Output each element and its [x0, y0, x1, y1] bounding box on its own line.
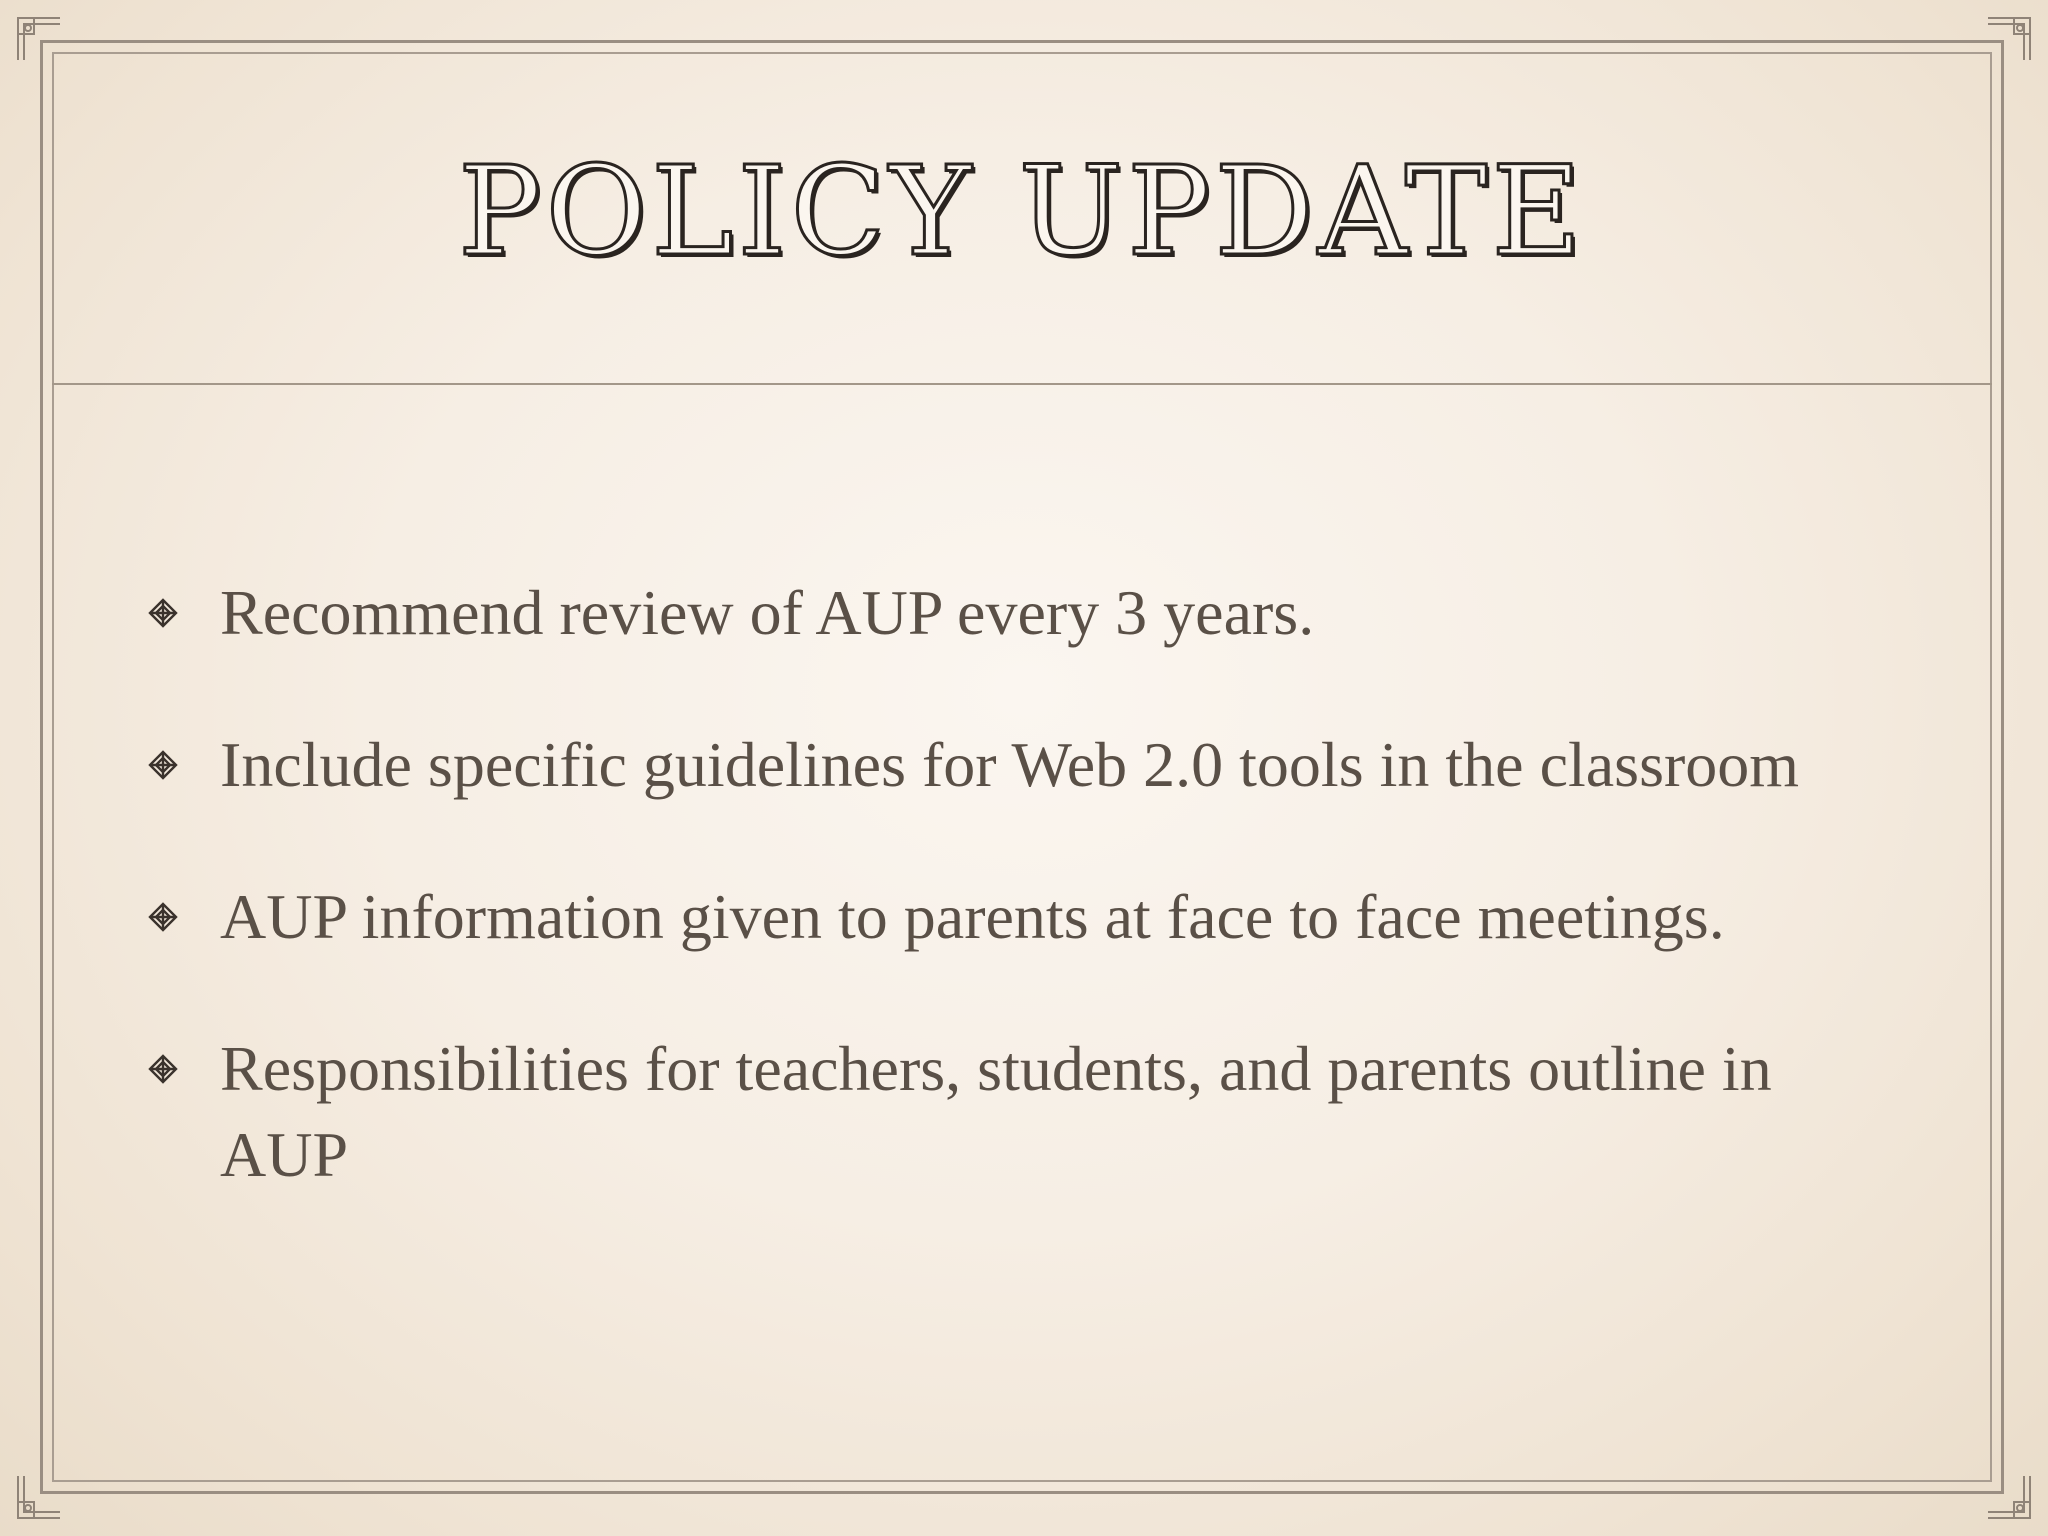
corner-ornament-icon — [1984, 14, 2034, 64]
bullet-text: Responsibilities for teachers, students, and parents outline in AUP — [220, 1033, 1772, 1190]
bullet-item — [148, 874, 1888, 960]
bullet-item — [148, 722, 1888, 808]
bullet-list — [148, 570, 1888, 1264]
slide-title: POLICY UPDATE — [458, 140, 1586, 284]
corner-ornament-icon — [1984, 1472, 2034, 1522]
bullet-item — [148, 570, 1888, 656]
diamond-ornament-icon — [148, 902, 178, 932]
corner-ornament-icon — [14, 14, 64, 64]
bullet-item — [148, 1026, 1888, 1198]
bullet-text: Include specific guidelines for Web 2.0 tools in the classroom — [220, 729, 1800, 800]
bullet-text: Recommend review of AUP every 3 years. — [220, 577, 1315, 648]
title-divider — [52, 383, 1992, 385]
diamond-ornament-icon — [148, 750, 178, 780]
diamond-ornament-icon — [148, 1054, 178, 1084]
diamond-ornament-icon — [148, 598, 178, 628]
corner-ornament-icon — [14, 1472, 64, 1522]
bullet-text: AUP information given to parents at face to face meetings. — [220, 881, 1725, 952]
